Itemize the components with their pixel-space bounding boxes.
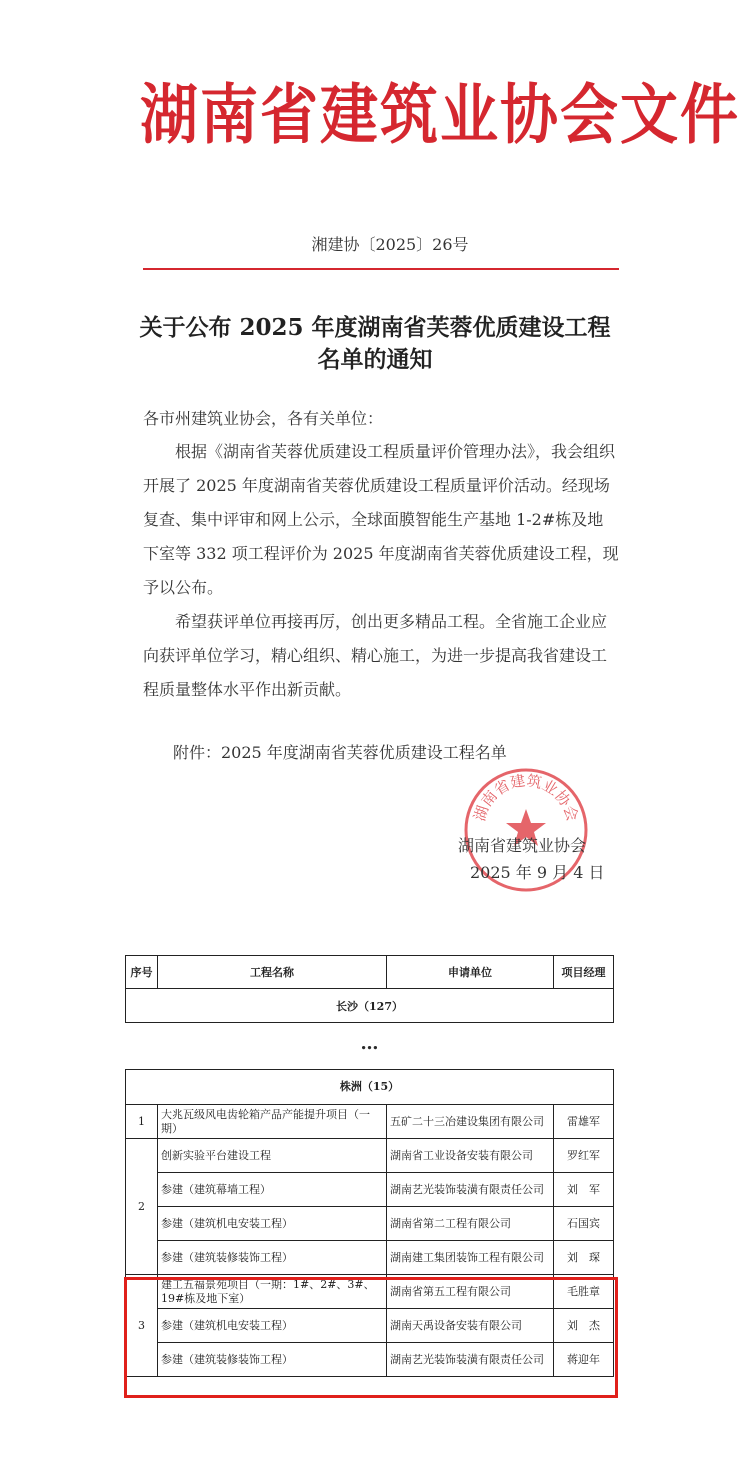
body-paragraph-1-text: 根据《湖南省芙蓉优质建设工程质量评价管理办法》，我会组织开展了 2025 年度湖南省芙蓉优质建设工程质量评价活动。经现场复查、集中评审和网上公示，全球面膜智能生产基地 1-2#栋及地下室等 332 项工程评价为 2025 年度湖南省芙蓉优质建设工程，现予以公布。: [143, 442, 619, 597]
project-manager: 刘 琛: [554, 1241, 614, 1275]
document-number: 湘建协〔2025〕26号: [311, 235, 469, 254]
project-name: 参建（建筑幕墙工程）: [158, 1173, 387, 1207]
project-manager: 刘 军: [554, 1173, 614, 1207]
applicant-unit: 湖南建工集团装饰工程有限公司: [387, 1241, 554, 1275]
applicant-unit: 湖南天禹设备安装有限公司: [387, 1309, 554, 1343]
attachment-note: 附件：2025 年度湖南省芙蓉优质建设工程名单: [173, 743, 507, 762]
applicant-unit: 五矿二十三冶建设集团有限公司: [387, 1105, 554, 1139]
project-name: 参建（建筑装修装饰工程）: [158, 1343, 387, 1377]
project-manager: 罗红军: [554, 1139, 614, 1173]
omission-ellipsis: …: [360, 1033, 380, 1054]
applicant-unit: 湖南艺光装饰装潢有限责任公司: [387, 1173, 554, 1207]
project-name: 参建（建筑装修装饰工程）: [158, 1241, 387, 1275]
row-number: 3: [126, 1275, 158, 1377]
notice-title-line1: 关于公布 2025 年度湖南省芙蓉优质建设工程: [139, 314, 611, 341]
col-header-project: 工程名称: [158, 956, 387, 989]
seal-text: 湖南省建筑业协会: [470, 771, 582, 824]
table-row: [126, 1207, 614, 1241]
project-table-header: [125, 955, 614, 1023]
body-paragraph-2-text: 希望获评单位再接再厉，创出更多精品工程。全省施工企业应向获评单位学习，精心组织、精心施工，为进一步提高我省建设工程质量整体水平作出新贡献。: [143, 612, 608, 699]
table-row: [126, 1173, 614, 1207]
table-row: [126, 1105, 614, 1139]
signature-date: 2025 年 9 月 4 日: [470, 863, 605, 882]
notice-title: [130, 312, 620, 376]
city-section-zhuzhou: 株洲（15）: [126, 1070, 614, 1105]
applicant-unit: 湖南艺光装饰装潢有限责任公司: [387, 1343, 554, 1377]
project-manager: 毛胜章: [554, 1275, 614, 1309]
applicant-unit: 湖南省第五工程有限公司: [387, 1275, 554, 1309]
project-name: 参建（建筑机电安装工程）: [158, 1309, 387, 1343]
applicant-unit: 湖南省工业设备安装有限公司: [387, 1139, 554, 1173]
col-header-number: 序号: [126, 956, 158, 989]
applicant-unit: 湖南省第二工程有限公司: [387, 1207, 554, 1241]
city-section-changsha: 长沙（127）: [126, 989, 614, 1023]
project-name: 参建（建筑机电安装工程）: [158, 1207, 387, 1241]
project-manager: 石国宾: [554, 1207, 614, 1241]
salutation: 各市州建筑业协会，各有关单位：: [143, 409, 384, 428]
col-header-manager: 项目经理: [554, 956, 614, 989]
org-title: 湖南省建筑业协会文件: [140, 76, 740, 153]
table-row: [126, 1241, 614, 1275]
signature-org: 湖南省建筑业协会: [458, 836, 587, 855]
highlight-box: [124, 1277, 618, 1398]
notice-title-line2: 名单的通知: [317, 346, 433, 373]
project-manager: 雷雄军: [554, 1105, 614, 1139]
body-paragraph-2: [143, 605, 619, 707]
project-name: 建工五福景苑项目（一期：1#、2#、3#、19#栋及地下室）: [158, 1275, 387, 1309]
red-divider: [143, 268, 619, 270]
table-row: [126, 1139, 614, 1173]
row-number: 2: [126, 1139, 158, 1275]
project-manager: 蒋迎年: [554, 1343, 614, 1377]
body-paragraph-1: [143, 435, 619, 605]
project-name: 创新实验平台建设工程: [158, 1139, 387, 1173]
project-name: 大兆瓦级风电齿轮箱产品产能提升项目（一期）: [158, 1105, 387, 1139]
project-manager: 刘 杰: [554, 1309, 614, 1343]
col-header-unit: 申请单位: [387, 956, 554, 989]
row-number: 1: [126, 1105, 158, 1139]
